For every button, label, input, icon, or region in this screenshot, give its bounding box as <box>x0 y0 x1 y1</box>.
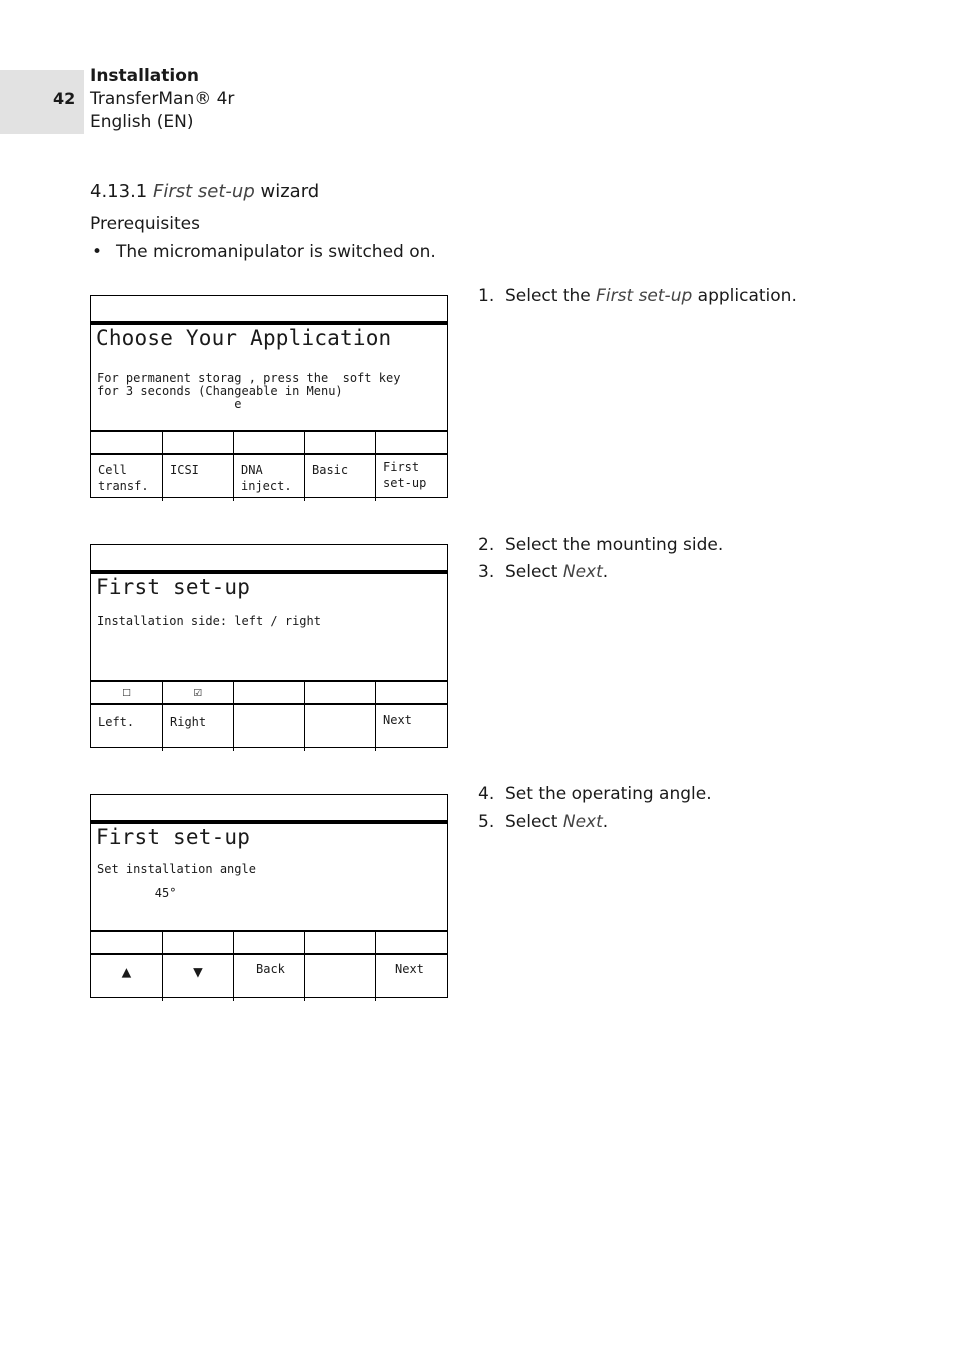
step-5: 5. Select Next. <box>478 812 609 832</box>
triangle-down-icon: ▼ <box>193 962 203 981</box>
soft-key-first-setup[interactable]: First set-up <box>383 460 427 490</box>
soft-key-dna-inject[interactable]: DNA inject. <box>234 432 305 501</box>
triangle-up-icon: ▲ <box>121 962 132 981</box>
screen-body: Set installation angle 45° <box>97 862 256 900</box>
section-title-rest: wizard <box>260 181 320 202</box>
soft-key-right[interactable]: Right <box>163 682 234 751</box>
soft-key-next[interactable]: Next <box>383 713 412 727</box>
product-name: TransferMan® 4r <box>90 89 235 109</box>
soft-key-row <box>91 930 447 1001</box>
language: English (EN) <box>90 112 194 132</box>
screen-title: First set-up <box>96 825 251 849</box>
screen-body: Installation side: left / right <box>97 614 321 628</box>
soft-key-left[interactable]: Left. <box>91 682 163 751</box>
display-screen-first-setup-angle <box>90 794 448 998</box>
soft-key-cell-transf[interactable]: Cell transf. <box>91 432 163 501</box>
screen-title: Choose Your Application <box>96 326 392 350</box>
soft-key-up[interactable] <box>91 932 163 1001</box>
soft-key-next[interactable]: Next <box>395 962 424 976</box>
chapter-title: Installation <box>90 66 200 86</box>
section-heading <box>90 181 319 202</box>
checked-box-icon: ☑ <box>193 684 203 700</box>
soft-key-empty[interactable] <box>305 932 376 1001</box>
soft-key-back[interactable]: Back <box>234 932 305 1001</box>
step-4: 4. Set the operating angle. <box>478 784 712 804</box>
soft-key-basic[interactable]: Basic <box>305 432 376 501</box>
section-number: 4.13.1 <box>90 181 148 202</box>
soft-key-row <box>91 680 447 751</box>
step-3: 3. Select Next. <box>478 562 609 582</box>
screen-body: For permanent storag , press the soft key for 3 seconds (Changeable in Menu) e <box>97 371 401 411</box>
soft-key-down[interactable] <box>163 932 234 1001</box>
display-screen-choose-application <box>90 295 448 498</box>
prerequisites-heading: Prerequisites <box>90 214 200 234</box>
section-title-italic: First set-up <box>153 181 255 202</box>
step-2: 2. Select the mounting side. <box>478 535 724 555</box>
step-1: 1. Select the First set-up application. <box>478 286 797 306</box>
unchecked-box-icon: ☐ <box>122 684 131 700</box>
display-screen-first-setup-side <box>90 544 448 748</box>
soft-key-row <box>91 430 447 501</box>
soft-key-empty[interactable] <box>305 682 376 751</box>
soft-key-icsi[interactable]: ICSI <box>163 432 234 501</box>
soft-key-empty[interactable] <box>234 682 305 751</box>
page-number: 42 <box>53 89 76 108</box>
screen-title: First set-up <box>96 575 251 599</box>
prerequisite-item: • The micromanipulator is switched on. <box>92 242 436 262</box>
